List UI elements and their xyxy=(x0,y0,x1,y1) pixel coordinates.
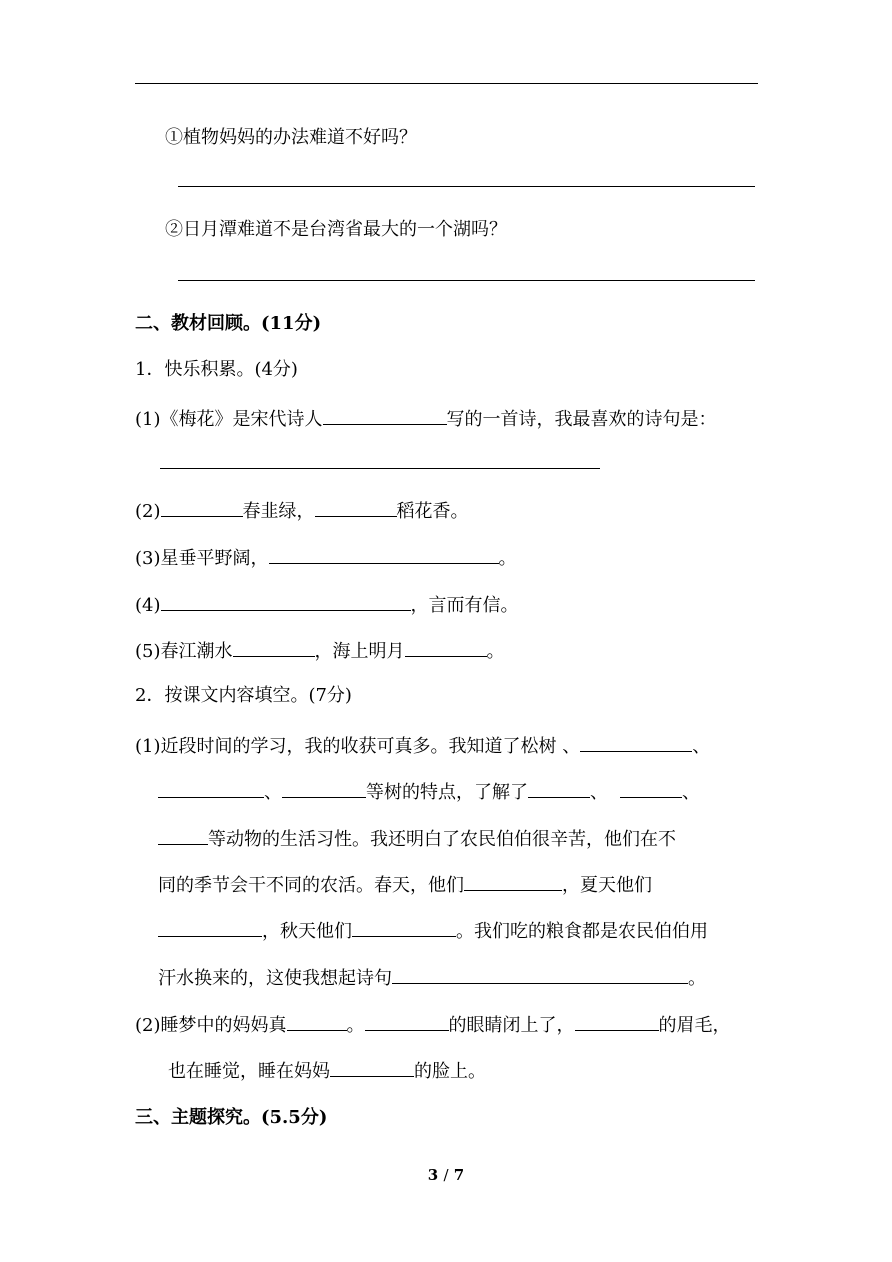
blank-poem[interactable] xyxy=(392,965,688,984)
fill-para-line-6: 汗水换来的，这使我想起诗句 。 xyxy=(158,965,706,991)
top-rule xyxy=(135,83,758,84)
section-2-title: 二、教材回顾。(11分) xyxy=(135,313,322,334)
blank-2b[interactable] xyxy=(315,498,397,517)
fill-para-line-4: 同的季节会干不同的农活。春天，他们 ，夏天他们 xyxy=(158,872,652,898)
fill-item-5: (5)春江潮水 ，海上明月 。 xyxy=(135,638,505,664)
rewrite-item-1: ①植物妈妈的办法难道不好吗？ xyxy=(165,127,417,148)
fill-item-2-line-2: 也在睡觉，睡在妈妈 的脸上。 xyxy=(168,1058,486,1084)
section-3-title: 三、主题探究。(5.5分) xyxy=(135,1107,328,1128)
part-1-title: 1．快乐积累。(4分) xyxy=(135,359,298,380)
fill-item-2-line-1: (2)睡梦中的妈妈真 。 的眼睛闭上了， 的眉毛， xyxy=(135,1012,731,1038)
blank-animal-1[interactable] xyxy=(528,779,590,798)
fill-item-3: (3)星垂平野阔， 。 xyxy=(135,545,517,571)
fill-item-2: (2) 春韭绿， 稻花香。 xyxy=(135,498,469,524)
blank-tree-2[interactable] xyxy=(158,779,264,798)
blank-animal-2[interactable] xyxy=(620,779,682,798)
blank-favorite-line[interactable] xyxy=(160,450,600,469)
blank-5a[interactable] xyxy=(233,638,315,657)
blank-4[interactable] xyxy=(161,592,411,611)
fill-item-4: (4) ，言而有信。 xyxy=(135,592,519,618)
blank-mother-2[interactable] xyxy=(365,1012,449,1031)
rewrite-item-2: ②日月潭难道不是台湾省最大的一个湖吗？ xyxy=(165,219,507,240)
fill-para-line-3: 等动物的生活习性。我还明白了农民伯伯很辛苦，他们在不 xyxy=(158,826,676,852)
fill-para-line-1: (1)近段时间的学习，我的收获可真多。我知道了松树 、 、 xyxy=(135,733,710,759)
blank-poet[interactable] xyxy=(323,406,447,425)
fill-para-line-2: 、 等树的特点，了解了 、 、 xyxy=(158,779,700,805)
part-2-title: 2．按课文内容填空。(7分) xyxy=(135,685,352,706)
answer-line-1[interactable] xyxy=(178,168,755,187)
blank-2a[interactable] xyxy=(161,498,243,517)
answer-line-2[interactable] xyxy=(178,262,755,281)
blank-mother-4[interactable] xyxy=(330,1058,414,1077)
blank-summer[interactable] xyxy=(158,918,262,937)
page-number: 3 / 7 xyxy=(427,1166,465,1184)
blank-autumn[interactable] xyxy=(352,918,456,937)
blank-mother-1[interactable] xyxy=(287,1012,347,1031)
blank-spring[interactable] xyxy=(464,872,562,891)
blank-animal-3[interactable] xyxy=(158,826,208,845)
fill-para-line-5: ，秋天他们 。我们吃的粮食都是农民伯伯用 xyxy=(158,918,708,944)
blank-mother-3[interactable] xyxy=(575,1012,659,1031)
blank-3[interactable] xyxy=(269,545,499,564)
blank-5b[interactable] xyxy=(405,638,487,657)
blank-tree-1[interactable] xyxy=(580,733,692,752)
fill-item-1: (1)《梅花》是宋代诗人 写的一首诗，我最喜欢的诗句是： xyxy=(135,406,717,432)
blank-tree-3[interactable] xyxy=(282,779,366,798)
